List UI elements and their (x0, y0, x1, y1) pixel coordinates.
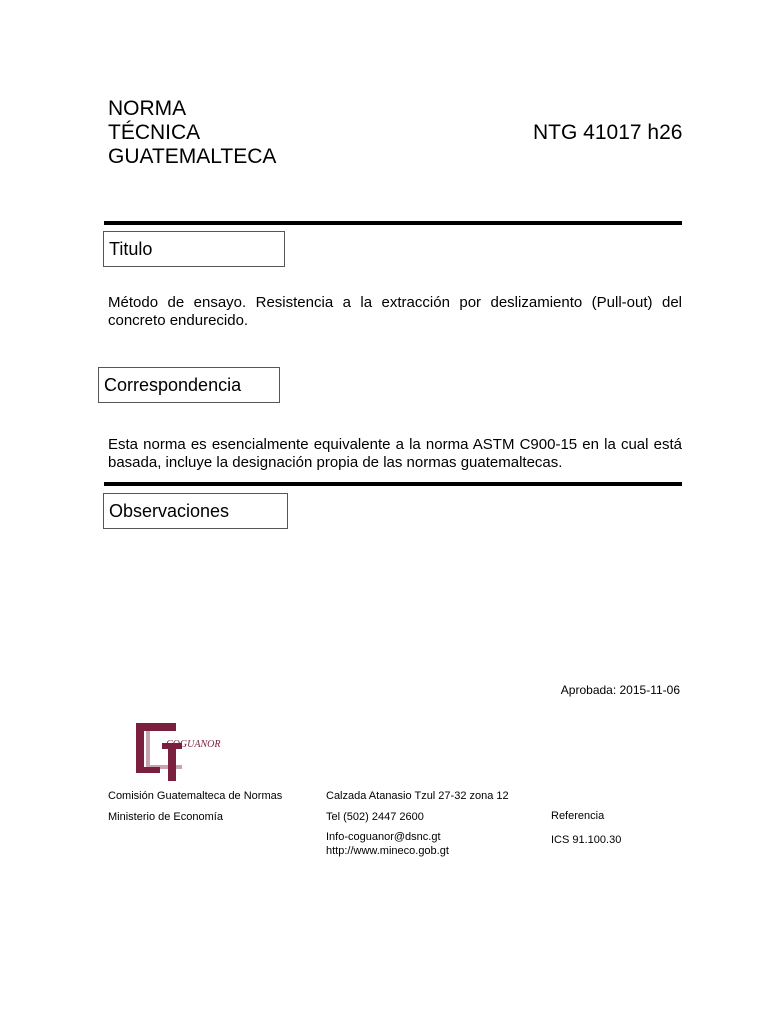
logo-wordmark: COGUANOR (166, 739, 221, 750)
document-title (108, 97, 276, 169)
coguanor-logo-icon (124, 719, 221, 781)
footer-ministry: Ministerio de Economía (108, 811, 223, 823)
section-heading-titulo (103, 231, 285, 267)
titulo-text: Método de ensayo. Resistencia a la extracción por deslizamiento (Pull-out) del concreto endurecido. (108, 294, 682, 329)
footer-ics: ICS 91.100.30 (551, 834, 622, 846)
standard-code: NTG 41017 h26 (533, 121, 683, 144)
title-line-2: TÉCNICA (108, 121, 201, 144)
footer-website: http://www.mineco.gob.gt (326, 845, 449, 857)
coguanor-logo (124, 719, 221, 781)
title-line-1: NORMA (108, 97, 187, 120)
footer-phone: Tel (502) 2447 2600 (326, 811, 424, 823)
section-heading-observaciones (103, 493, 288, 529)
footer-org-name: Comisión Guatemalteca de Normas (108, 790, 283, 802)
divider-top (104, 221, 682, 225)
section-heading-correspondencia-label: Correspondencia (104, 375, 242, 395)
section-heading-observaciones-label: Observaciones (109, 501, 230, 521)
footer-address: Calzada Atanasio Tzul 27-32 zona 12 (326, 790, 509, 802)
section-heading-titulo-label: Titulo (109, 239, 153, 259)
correspondencia-text: Esta norma es esencialmente equivalente a la norma ASTM C900-15 en la cual está basada, incluye la designación propia de las normas guatemaltecas. (108, 436, 682, 471)
divider-middle (104, 482, 682, 486)
approval-date: Aprobada: 2015-11-06 (560, 683, 680, 697)
footer-reference-label: Referencia (551, 810, 605, 822)
title-line-3: GUATEMALTECA (108, 145, 277, 168)
section-heading-correspondencia (98, 367, 280, 403)
footer-email: Info-coguanor@dsnc.gt (326, 831, 441, 843)
